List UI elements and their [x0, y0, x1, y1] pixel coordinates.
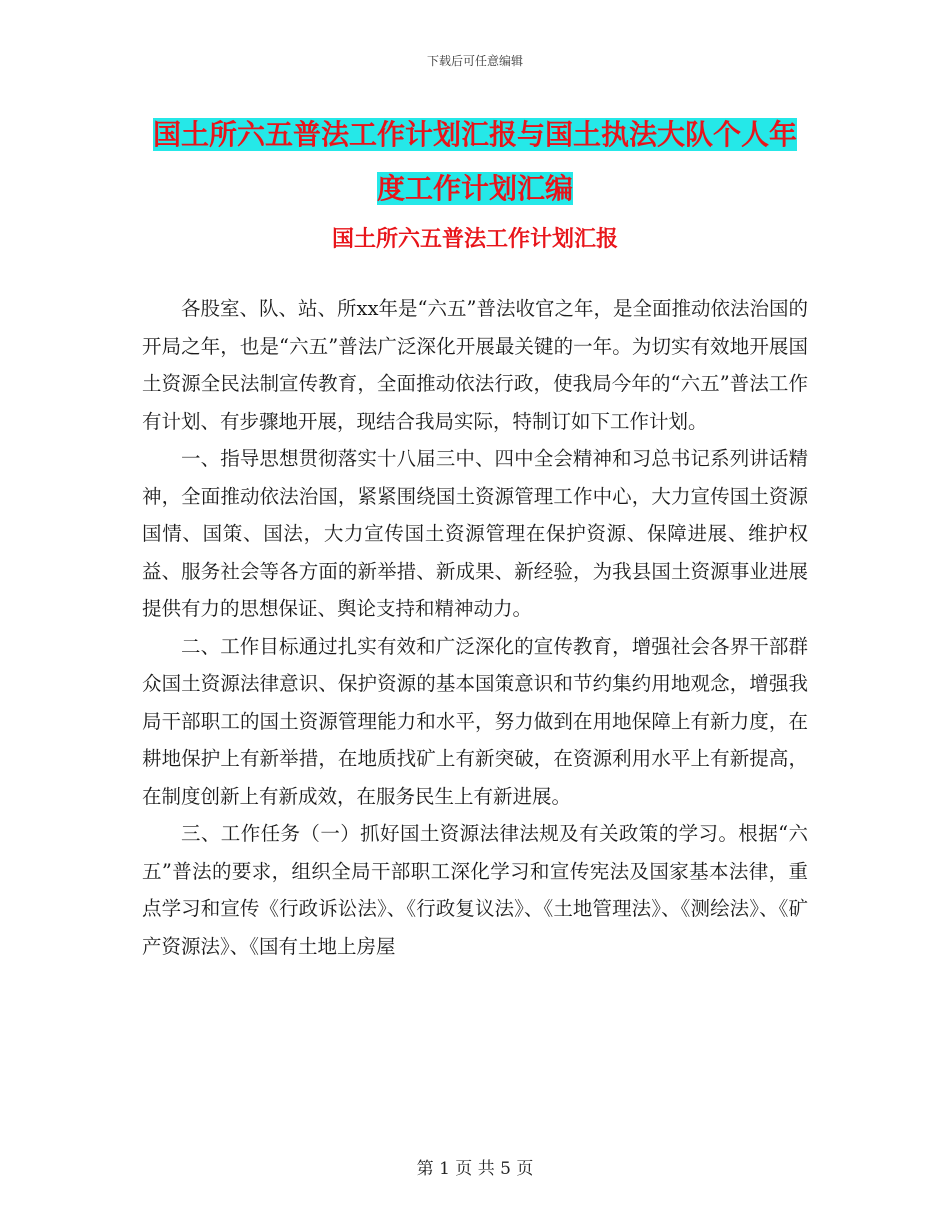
body-text	[142, 290, 808, 965]
document-title	[150, 108, 800, 216]
paragraph: 各股室、队、站、所xx年是“六五”普法收官之年，是全面推动依法治国的开局之年，也是“六五”普法广泛深化开展最关键的一年。为切实有效地开展国土资源全民法制宣传教育，全面推动依法行政，使我局今年的“六五”普法工作有计划、有步骤地开展，现结合我局实际，特制订如下工作计划。	[142, 297, 808, 433]
document-title-text: 国土所六五普法工作计划汇报与国土执法大队个人年度工作计划汇编	[152, 118, 797, 205]
page-header: 下载后可任意编辑	[426, 54, 523, 68]
paragraph: 三、工作任务（一）抓好国土资源法律法规及有关政策的学习。根据“六五”普法的要求，组织全局干部职工深化学习和宣传宪法及国家基本法律，重点学习和宣传《行政诉讼法》、《行政复议法》、《土地管理法》、《测绘法》、《矿产资源法》、《国有土地上房屋	[142, 822, 808, 958]
section-title: 国土所六五普法工作计划汇报	[331, 227, 618, 252]
paragraph: 一、指导思想贯彻落实十八届三中、四中全会精神和习总书记系列讲话精神，全面推动依法治国，紧紧围绕国土资源管理工作中心，大力宣传国土资源国情、国策、国法，大力宣传国土资源管理在保护资源、保障进展、维护权益、服务社会等各方面的新举措、新成果、新经验，为我县国土资源事业进展提供有力的思想保证、舆论支持和精神动力。	[142, 447, 808, 620]
page-footer: 第 1 页 共 5 页	[416, 1159, 534, 1179]
paragraph: 二、工作目标通过扎实有效和广泛深化的宣传教育，增强社会各界干部群众国土资源法律意识、保护资源的基本国策意识和节约集约用地观念，增强我局干部职工的国土资源管理能力和水平，努力做到在用地保障上有新力度，在耕地保护上有新举措，在地质找矿上有新突破，在资源利用水平上有新提高，在制度创新上有新成效，在服务民生上有新进展。	[142, 634, 808, 808]
